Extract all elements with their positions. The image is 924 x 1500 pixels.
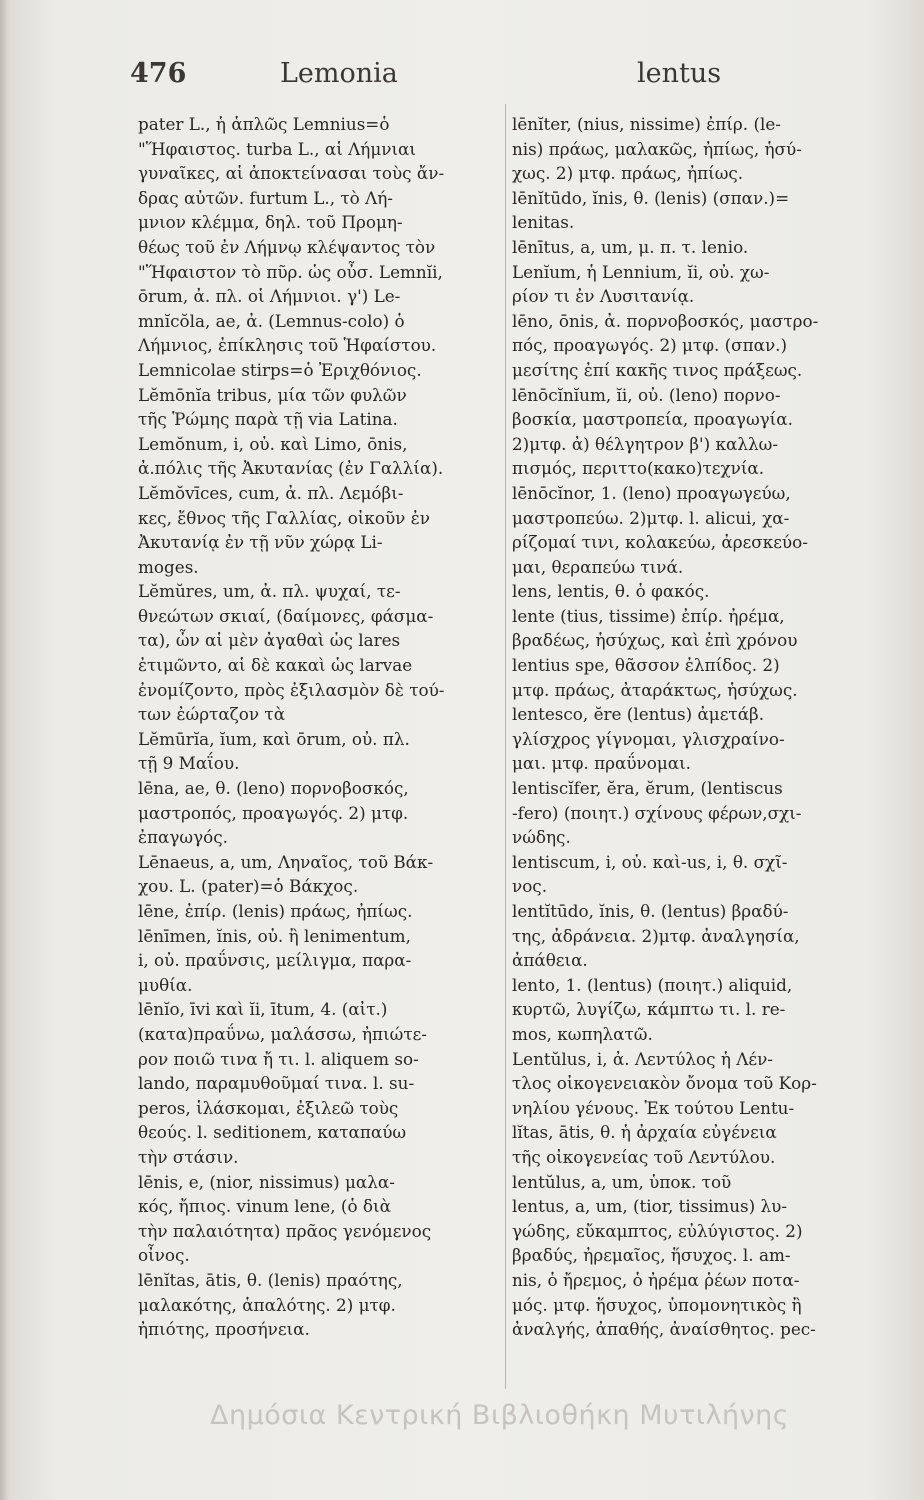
text-line: γώδης, εὔκαμπτος, εὐλύγιστος. 2) bbox=[512, 1220, 803, 1241]
text-line: lentiscum, i, οὐ. καὶ-us, i, θ. σχῖ- bbox=[512, 851, 788, 872]
text-line: lando, παραμυθοῦμαί τινα. l. su- bbox=[138, 1073, 415, 1094]
text-line: ἐπαγωγός. bbox=[138, 827, 228, 848]
text-line: mnĭcŏla, ae, ἀ. (Lemnus-colo) ὁ bbox=[138, 310, 405, 331]
text-line: ἀ.πόλις τῆς Ἀκυτανίας (ἐν Γαλλία). bbox=[138, 458, 444, 479]
left-guide-word: Lemonia bbox=[280, 58, 398, 89]
text-line: κυρτῶ, λυγίζω, κάμπτω τι. l. re- bbox=[512, 999, 786, 1020]
text-line: χως. 2) μτφ. πράως, ἠπίως. bbox=[512, 163, 744, 184]
text-line: pater L., ἡ ἁπλῶς Lemnius=ὁ bbox=[138, 114, 390, 134]
text-line: τῆς Ῥώμης παρὰ τῇ via Latina. bbox=[138, 409, 398, 430]
text-line: μαι. μτφ. πραΰνομαι. bbox=[512, 753, 691, 774]
text-line: lente (tius, tissime) ἐπίρ. ἠρέμα, bbox=[512, 605, 785, 626]
text-line: nis) πράως, μαλακῶς, ἠπίως, ἡσύ- bbox=[512, 138, 802, 159]
text-line: Lĕmūrĭa, ĭum, καὶ ōrum, οὐ. πλ. bbox=[138, 728, 410, 749]
text-line: νος. bbox=[512, 876, 548, 897]
text-line: βοσκία, μαστροπεία, προαγωγία. bbox=[512, 409, 793, 430]
text-line: lento, 1. (lentus) (ποιητ.) aliquid, bbox=[512, 974, 793, 995]
text-line: ρίον τι ἐν Λυσιτανίᾳ. bbox=[512, 286, 695, 307]
text-line: mos, κωπηλατῶ. bbox=[512, 1023, 653, 1044]
text-line: κός, ἤπιος. vinum lene, (ὁ διὰ bbox=[138, 1196, 391, 1217]
text-line: Lēnaeus, a, um, Ληναῖος, τοῦ Βάκ- bbox=[138, 851, 434, 872]
text-line: lēnīmen, ĭnis, οὐ. ἢ lenimentum, bbox=[138, 925, 411, 946]
text-line: μαι, θεραπεύω τινά. bbox=[512, 556, 684, 577]
text-line: τῆς οἰκογενείας τοῦ Λεντύλου. bbox=[512, 1146, 776, 1167]
text-line: Lenĭum, ἡ Lennium, ĭi, οὐ. χω- bbox=[512, 261, 770, 282]
text-line: μαλακότης, ἁπαλότης. 2) μτφ. bbox=[138, 1294, 396, 1315]
text-line: peros, ἱλάσκομαι, ἐξιλεῶ τοὺς bbox=[138, 1097, 399, 1118]
text-line: lēno, ōnis, ἀ. πορνοβοσκός, μαστρο- bbox=[512, 310, 819, 331]
text-line: (κατα)πραΰνω, μαλάσσω, ἠπιώτε- bbox=[138, 1023, 427, 1044]
text-line: Lĕmŭres, um, ἀ. πλ. ψυχαί, τε- bbox=[138, 581, 401, 602]
text-line: χου. L. (pater)=ὁ Βάκχος. bbox=[138, 876, 359, 897]
text-line: lentŭlus, a, um, ὑποκ. τοῦ bbox=[512, 1171, 732, 1192]
text-line: lēne, ἐπίρ. (lenis) πράως, ἠπίως. bbox=[138, 901, 413, 921]
text-line: lentesco, ĕre (lentus) ἀμετάβ. bbox=[512, 704, 765, 725]
text-line: ἐνομίζοντο, πρὸς ἐξιλασμὸν δὲ τού- bbox=[138, 679, 445, 700]
text-line: πισμός, περιττο(κακο)τεχνία. bbox=[512, 458, 765, 479]
text-line: της, ἀδράνεια. 2)μτφ. ἀναλγησία, bbox=[512, 925, 800, 946]
text-line: νώδης. bbox=[512, 827, 571, 848]
text-line: Lĕmŏvīces, cum, ἀ. πλ. Λεμόβι- bbox=[138, 482, 404, 503]
text-line: i, οὐ. πραΰνσις, μείλιγμα, παρα- bbox=[138, 950, 412, 971]
text-line: ρίζομαί τινι, κολακεύω, ἀρεσκεύο- bbox=[512, 532, 808, 553]
column-divider bbox=[505, 104, 506, 1389]
text-line: μνιον κλέμμα, δηλ. τοῦ Προμη- bbox=[138, 212, 403, 233]
text-line: τῇ 9 Μαΐου. bbox=[138, 753, 240, 774]
text-line: lens, lentis, θ. ὁ φακός. bbox=[512, 581, 710, 602]
page-header bbox=[130, 58, 722, 98]
text-line: δρας αὐτῶν. furtum L., τὸ Λή- bbox=[138, 187, 393, 208]
page-gutter bbox=[0, 0, 10, 1500]
text-line: μυθία. bbox=[138, 974, 193, 995]
text-line: lentius spe, θᾶσσον ἐλπίδος. 2) bbox=[512, 655, 780, 676]
text-line: Lemnicolae stirps=ὁ Ἐριχθόνιος. bbox=[138, 359, 422, 380]
text-line: νηλίου γένους. Ἐκ τούτου Lentu- bbox=[512, 1097, 795, 1118]
text-line: lenitas. bbox=[512, 212, 575, 233]
text-line: ἐτιμῶντο, αἱ δὲ κακαὶ ὡς larvae bbox=[138, 655, 413, 676]
text-line: ἀπάθεια. bbox=[512, 950, 588, 971]
text-line: lentĭtūdo, ĭnis, θ. (lentus) βραδύ- bbox=[512, 901, 789, 921]
text-line: πός, προαγωγός. 2) μτφ. (σπαν.) bbox=[512, 335, 788, 356]
text-line: βραδύς, ἠρεμαῖος, ἥσυχος. l. am- bbox=[512, 1245, 791, 1266]
text-line: lĭtas, ātis, θ. ἡ ἀρχαία εὐγένεια bbox=[512, 1122, 777, 1143]
text-line: lentiscĭfer, ĕra, ĕrum, (lentiscus bbox=[512, 778, 783, 799]
text-line: θεούς. l. seditionem, καταπαύω bbox=[138, 1122, 407, 1143]
text-line: κες, ἔθνος τῆς Γαλλίας, οἰκοῦν ἐν bbox=[138, 507, 430, 528]
right-guide-word: lentus bbox=[637, 58, 722, 89]
text-line: lēna, ae, θ. (leno) πορνοβοσκός, bbox=[138, 778, 409, 799]
text-line: των ἐώρταζον τὰ bbox=[138, 704, 286, 725]
text-line: οἶνος. bbox=[138, 1245, 190, 1266]
text-line: Lemŏnum, i, οὐ. καὶ Limo, ōnis, bbox=[138, 433, 408, 454]
text-line: 2)μτφ. ἀ) θέλγητρον β') καλλω- bbox=[512, 433, 778, 454]
text-line: μός. μτφ. ἥσυχος, ὑπομονητικὸς ἢ bbox=[512, 1294, 802, 1315]
text-line: lēnītus, a, um, μ. π. τ. lenio. bbox=[512, 236, 749, 257]
text-line: βραδέως, ἡσύχως, καὶ ἐπὶ χρόνου bbox=[512, 630, 798, 651]
text-line: τὴν παλαιότητα) πρᾶος γενόμενος bbox=[138, 1220, 432, 1241]
text-line: γλίσχρος γίγνομαι, γλισχραίνο- bbox=[512, 728, 785, 749]
text-line: θνεώτων σκιαί, (δαίμονες, φάσμα- bbox=[138, 605, 434, 626]
text-line: Lĕmōnĭa tribus, μία τῶν φυλῶν bbox=[138, 384, 407, 405]
text-line: μαστροπεύω. 2)μτφ. l. alicui, χα- bbox=[512, 507, 790, 528]
text-line: μαστροπός, προαγωγός. 2) μτφ. bbox=[138, 802, 409, 823]
text-line: μτφ. πράως, ἀταράκτως, ἡσύχως. bbox=[512, 679, 798, 700]
text-line: lēnĭter, (nius, nissime) ἐπίρ. (le- bbox=[512, 114, 781, 134]
text-line: -fero) (ποιητ.) σχίνους φέρων,σχι- bbox=[512, 802, 802, 823]
library-watermark: Δημόσια Κεντρική Βιβλιοθήκη Μυτιλήνης bbox=[210, 1400, 790, 1431]
text-line: γυναῖκες, αἱ ἀποκτείνασαι τοὺς ἄν- bbox=[138, 163, 445, 184]
left-column bbox=[138, 112, 500, 1342]
text-line: lēnōcĭnor, 1. (leno) προαγωγεύω, bbox=[512, 482, 791, 503]
text-line: τὴν στάσιν. bbox=[138, 1146, 239, 1167]
text-line: τλος οἰκογενειακὸν ὄνομα τοῦ Κορ- bbox=[512, 1073, 817, 1094]
text-line: lentus, a, um, (tior, tissimus) λυ- bbox=[512, 1196, 788, 1217]
text-line: Λήμνιος, ἐπίκλησις τοῦ Ἡφαίστου. bbox=[138, 335, 437, 356]
text-line: lēnĭtūdo, ĭnis, θ. (lenis) (σπαν.)= bbox=[512, 187, 790, 208]
page-number: 476 bbox=[130, 58, 187, 89]
text-line: τα), ὧν αἱ μὲν ἀγαθαὶ ὡς lares bbox=[138, 630, 401, 651]
text-line: ἀναλγής, ἀπαθής, ἀναίσθητος. pec- bbox=[512, 1319, 816, 1340]
text-line: ρον ποιῶ τινα ἤ τι. l. aliquem so- bbox=[138, 1048, 419, 1069]
text-line: "Ἥφαιστον τὸ πῦρ. ὡς οὖσ. Lemnĭi, bbox=[138, 261, 443, 282]
text-line: ἠπιότης, προσήνεια. bbox=[138, 1319, 310, 1340]
text-line: lēnĭtas, ātis, θ. (lenis) πραότης, bbox=[138, 1269, 403, 1290]
right-column bbox=[512, 112, 874, 1342]
text-line: ōrum, ἀ. πλ. οἱ Λήμνιοι. γ') Le- bbox=[138, 286, 401, 307]
text-line: lēnōcĭnĭum, ĭi, οὐ. (leno) πορνο- bbox=[512, 384, 781, 405]
text-line: Lentŭlus, i, ἀ. Λεντύλος ἡ Λέν- bbox=[512, 1048, 773, 1069]
text-line: nis, ὁ ἤρεμος, ὁ ἠρέμα ῥέων ποτα- bbox=[512, 1269, 800, 1290]
text-line: Ἀκυτανίᾳ ἐν τῇ νῦν χώρᾳ Li- bbox=[138, 532, 383, 553]
text-line: θέως τοῦ ἐν Λήμνῳ κλέψαντος τὸν bbox=[138, 236, 436, 257]
text-line: μεσίτης ἐπί κακῆς τινος πράξεως. bbox=[512, 359, 803, 380]
text-line: moges. bbox=[138, 556, 199, 577]
text-line: "Ἥφαιστος. turba L., αἱ Λήμνιαι bbox=[138, 138, 416, 159]
text-line: lēnis, e, (nior, nissimus) μαλα- bbox=[138, 1171, 395, 1192]
text-line: lēnĭo, īvi καὶ ĭi, ītum, 4. (αἰτ.) bbox=[138, 999, 388, 1020]
